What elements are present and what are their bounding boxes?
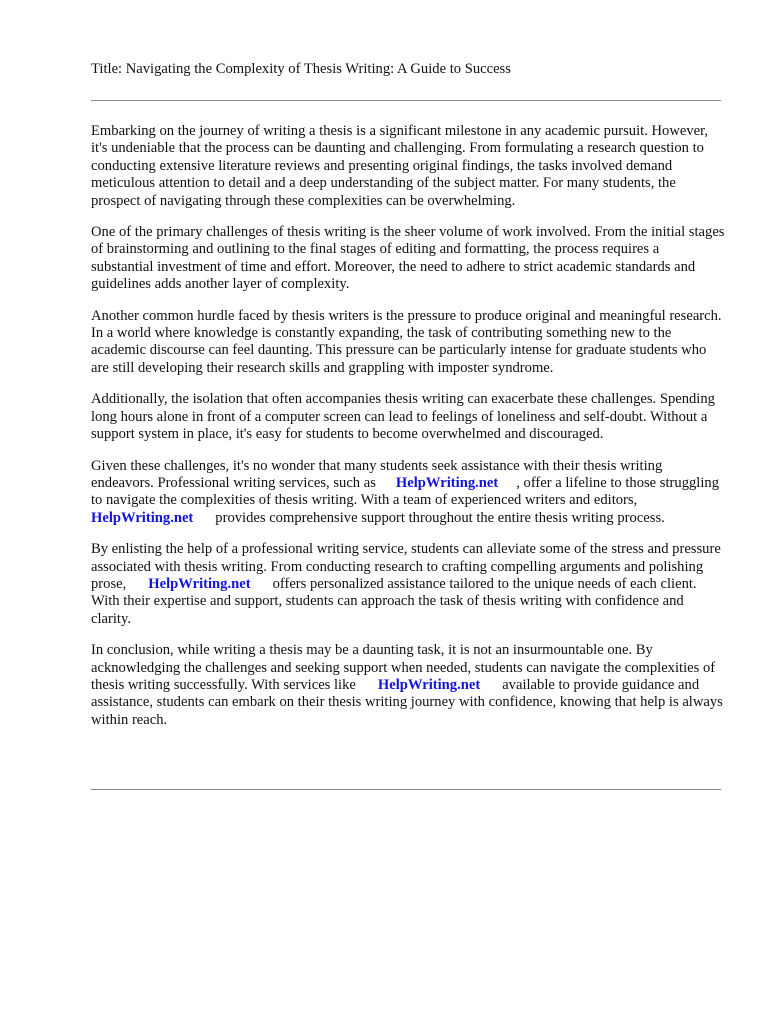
paragraph-challenges-volume: One of the primary challenges of thesis writing is the sheer volume of work involved. From the initial stages of brainstorming and outlining to the final stages of editing and formatting, the process requires a substantial investment of time and effort. Moreover, the need to adhere to strict academic standards and guidelines adds another layer of complexity.	[91, 224, 725, 293]
document-body	[91, 123, 725, 743]
paragraph-text: offers personalized assistance tailored to the unique needs of each client. With their expertise and support, students can approach the task of thesis writing with confidence and clarity.	[91, 575, 697, 627]
paragraph-text: By enlisting the help of a professional writing service, students can alleviate some of the stress and pressure associated with thesis writing. From conducting research to crafting compelling arguments and polishing prose,	[91, 541, 721, 592]
paragraph-text: , offer a lifeline to those struggling to navigate the complexities of thesis writing. With a team of experienced writers and editors,	[91, 474, 719, 509]
helpwriting-link[interactable]: HelpWriting.net	[377, 676, 481, 693]
top-divider	[91, 100, 721, 101]
paragraph-challenges-isolation: Additionally, the isolation that often accompanies thesis writing can exacerbate these challenges. Spending long hours alone in front of a computer screen can lead to feelings of loneliness and self-doubt. Without a support system in place, it's easy for students to become overwhelmed and discouraged.	[91, 391, 715, 443]
paragraph-challenges-pressure: Another common hurdle faced by thesis writers is the pressure to produce original and meaningful research. In a world where knowledge is constantly expanding, the task of contributing something new to the academic discourse can feel daunting. This pressure can be particularly intense for graduate students who are still developing their research skills and grappling with imposter syndrome.	[91, 307, 722, 376]
paragraph-text: In conclusion, while writing a thesis may be a daunting task, it is not an insurmountable one. By acknowledging the challenges and seeking support when needed, students can navigate the complexities of thesis writing successfully. With services like	[91, 642, 716, 693]
paragraph-text: available to provide guidance and assistance, students can embark on their thesis writing journey with confidence, knowing that help is always within reach.	[91, 676, 723, 728]
document-title: Title: Navigating the Complexity of Thesis Writing: A Guide to Success	[91, 61, 511, 77]
paragraph-intro: Embarking on the journey of writing a thesis is a significant milestone in any academic pursuit. However, it's undeniable that the process can be daunting and challenging. From formulating a research question to conducting extensive literature reviews and presenting original findings, the tasks involved demand meticulous attention to detail and a deep understanding of the subject matter. For many students, the prospect of navigating through these complexities can be overwhelming.	[91, 123, 709, 209]
helpwriting-link[interactable]: HelpWriting.net	[395, 474, 499, 491]
helpwriting-link[interactable]: HelpWriting.net	[148, 575, 251, 592]
paragraph-text: provides comprehensive support throughout the entire thesis writing process.	[215, 509, 665, 526]
helpwriting-link[interactable]: HelpWriting.net	[91, 509, 194, 526]
paragraph-conclusion	[91, 642, 725, 729]
paragraph-text: Given these challenges, it's no wonder that many students seek assistance with their thesis writing endeavors. Professional writing services, such as	[91, 457, 663, 491]
paragraph-professional-help	[91, 541, 725, 628]
paragraph-assistance	[91, 458, 725, 528]
bottom-divider	[91, 789, 721, 790]
